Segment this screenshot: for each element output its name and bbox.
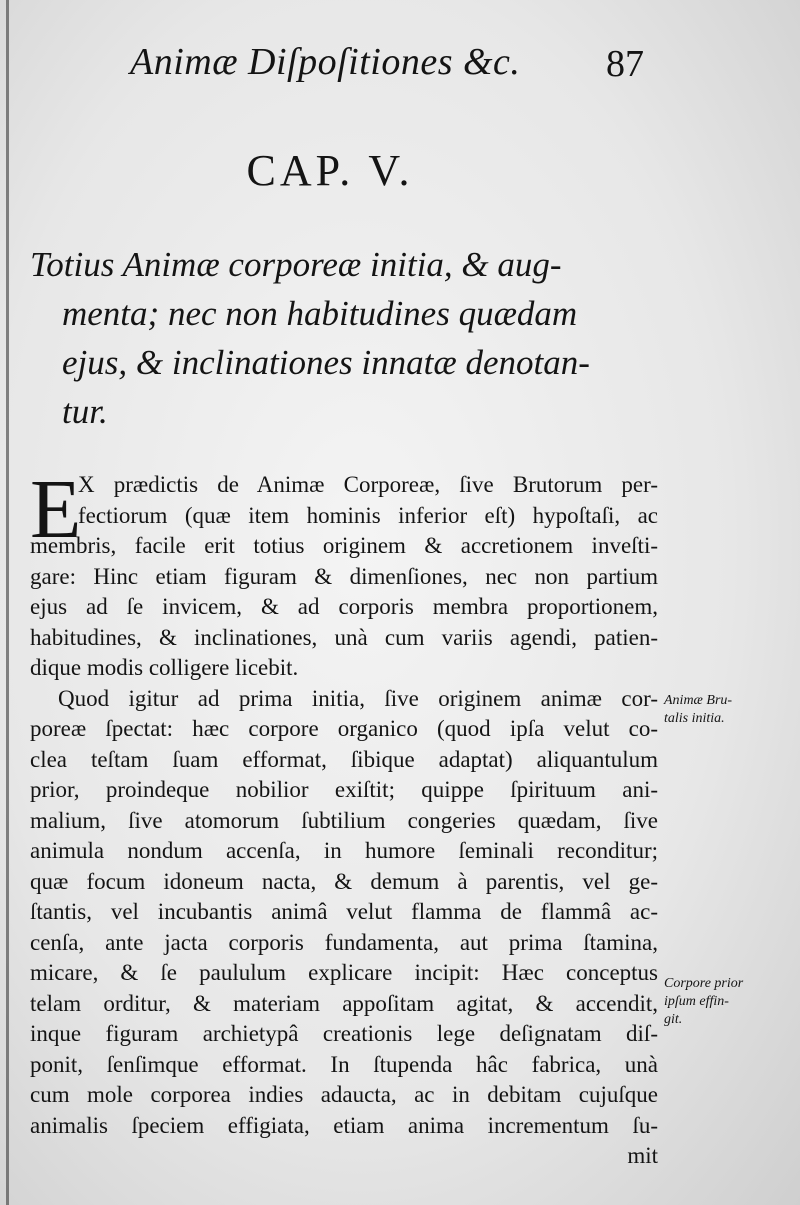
body-line: poreæ ſpectat: hæc corpore organico (quod ipſa velut co- <box>30 716 658 741</box>
margin-note <box>664 692 732 728</box>
body-line: telam orditur, & materiam appoſitam agitat, & accendit, <box>30 990 658 1016</box>
body-line: animula nondum accenſa, in humore ſeminali reconditur; <box>30 838 658 863</box>
margin-note-line: ipſum effin- <box>664 994 729 1009</box>
body-line: malium, ſive atomorum ſubtilium congeries quædam, ſive <box>30 807 658 833</box>
margin-note-line: Animæ Bru- <box>664 693 733 708</box>
body-line: micare, & ſe paululum explicare incipit: Hæc conceptus <box>30 960 658 985</box>
summary-line: tur. <box>62 392 108 431</box>
body-line: ſtantis, vel incubantis animâ velut flamma de flammâ ac- <box>30 899 658 924</box>
chapter-heading: CAP. V. <box>246 146 414 195</box>
body-line: prior, proindeque nobilior exiſtit; quippe ſpirituum ani- <box>30 777 658 802</box>
margin-note <box>664 975 743 1029</box>
chapter-summary <box>30 240 650 436</box>
drop-cap: E <box>30 463 82 556</box>
running-title: Animæ Diſpoſitiones &c. <box>130 41 521 83</box>
body-line: mit <box>627 1143 658 1168</box>
body-line: ejus ad ſe invicem, & ad corporis membra proportionem, <box>30 594 658 619</box>
body-line: fectiorum (quæ item hominis inferior eſt) hypoſtaſi, ac <box>78 502 658 528</box>
margin-note-line: Corpore prior <box>664 976 744 991</box>
body-line: X prædictis de Animæ Corporeæ, ſive Brutorum per- <box>78 472 658 497</box>
body-line: clea teſtam ſuam efformat, ſibique adaptat) aliquantulum <box>30 746 658 772</box>
body-text <box>30 463 658 1172</box>
body-line: animalis ſpeciem effigiata, etiam anima incrementum ſu- <box>30 1112 658 1138</box>
summary-line: Totius Animæ corporeæ initia, & aug- <box>30 245 562 284</box>
body-line: dique modis colligere licebit. <box>30 655 299 680</box>
body-line: membris, facile erit totius originem & accretionem inveſti- <box>30 533 658 558</box>
body-line: ponit, ſenſimque efformat. In ſtupenda hâc fabrica, unà <box>30 1051 658 1077</box>
margin-note-line: talis initia. <box>664 711 725 726</box>
summary-line: menta; nec non habitudines quædam <box>62 294 578 333</box>
body-line: Quod igitur ad prima initia, ſive originem animæ cor- <box>58 685 658 711</box>
body-line: habitudines, & inclinationes, unà cum variis agendi, patien- <box>30 624 658 650</box>
page-number: 87 <box>606 43 644 85</box>
summary-line: ejus, & inclinationes innatæ denotan- <box>62 343 590 382</box>
body-line: inque figuram archietypâ creationis lege deſignatam diſ- <box>30 1021 658 1046</box>
body-line: quæ focum idoneum nacta, & demum à parentis, vel ge- <box>30 868 658 894</box>
body-line: gare: Hinc etiam figuram & dimenſiones, nec non partium <box>30 563 658 589</box>
margin-note-line: git. <box>664 1012 683 1027</box>
body-line: cum mole corporea indies adaucta, ac in debitam cujuſque <box>30 1082 658 1107</box>
body-line: cenſa, ante jacta corporis fundamenta, aut prima ſtamina, <box>30 929 658 955</box>
